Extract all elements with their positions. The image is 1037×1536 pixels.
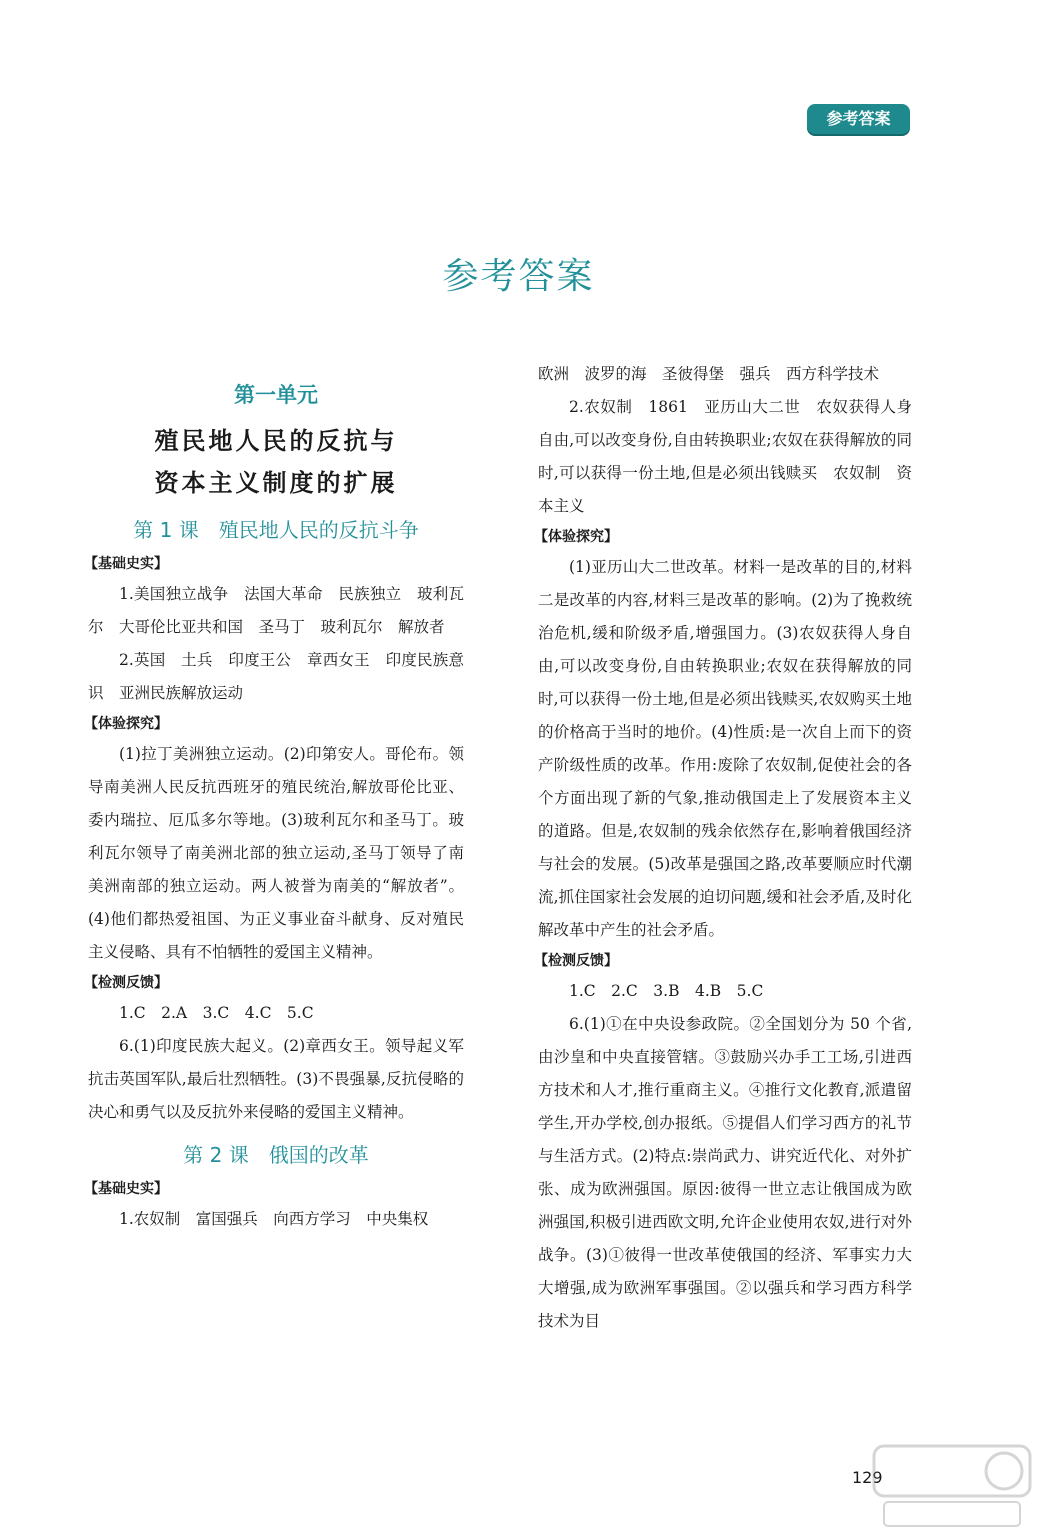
lesson2-basic-2: 2.农奴制 1861 亚历山大二世 农奴获得人身自由,可以改变身份,自由转换职业;农奴在获得解放的同时,可以获得一份土地,但是必须出钱赎买 农奴制 资本主义 [538, 398, 912, 515]
lesson1-basic-1: 1.美国独立战争 法国大革命 民族独立 玻利瓦尔 大哥伦比亚共和国 圣马丁 玻利瓦尔 解放者 [88, 585, 464, 636]
lesson1-explore-text: (1)拉丁美洲独立运动。(2)印第安人。哥伦布。领导南美洲人民反抗西班牙的殖民统治,解放哥伦比亚、委内瑞拉、厄瓜多尔等地。(3)玻利瓦尔和圣马丁。玻利瓦尔领导了南美洲北部的独立运动,圣马丁领导了南美洲南部的独立运动。两人被誉为南美的“解放者”。(4)他们都热爱祖国、为正义事业奋斗献身、反对殖民主义侵略、具有不怕牺牲的爱国主义精神。 [88, 745, 464, 961]
lesson2-title: 第 2 课 俄国的改革 [183, 1143, 369, 1167]
unit-title-line2: 资本主义制度的扩展 [154, 468, 398, 497]
unit-title-line1: 殖民地人民的反抗与 [154, 426, 398, 455]
lesson2-feedback-6: 6.(1)①在中央设参政院。②全国划分为 50 个省,由沙皇和中央直接管辖。③鼓励兴办手工工场,引进西方技术和人才,推行重商主义。④推行文化教育,派遣留学生,开办学校,创办报纸。⑤提倡人们学习西方的礼节与生活方式。(2)特点:崇尚武力、讲究近代化、对外扩张、成为欧洲强国。原因:彼得一世立志让俄国成为欧洲强国,积极引进西欧文明,允许企业使用农奴,进行对外战争。(3)①彼得一世改革使俄国的经济、军事实力大大增强,成为欧洲军事强国。②以强兵和学习西方科学技术为目 [538, 1015, 912, 1330]
watermark-logo [872, 1440, 1032, 1532]
lesson1-feedback-label: 【检测反馈】 [84, 975, 168, 991]
lesson1-explore-label: 【体验探究】 [84, 716, 168, 732]
unit-name: 第一单元 [234, 382, 318, 407]
right-column [534, 358, 912, 1338]
left-column [84, 380, 464, 1236]
lesson1-basic-label: 【基础史实】 [84, 556, 168, 572]
lesson2-basic-1: 1.农奴制 富国强兵 向西方学习 中央集权 [119, 1210, 429, 1228]
header-badge: 参考答案 [807, 104, 910, 134]
page-number: 129 [852, 1468, 883, 1487]
lesson2-explore-label: 【体验探究】 [534, 529, 618, 545]
lesson2-basic-label: 【基础史实】 [84, 1181, 168, 1197]
lesson2-explore-text: (1)亚历山大二世改革。材料一是改革的目的,材料二是改革的内容,材料三是改革的影响。(2)为了挽救统治危机,缓和阶级矛盾,增强国力。(3)农奴获得人身自由,可以改变身份,自由转换职业;农奴在获得解放的同时,可以获得一份土地,但是必须出钱赎买,农奴购买土地的价格高于当时的地价。(4)性质:是一次自上而下的资产阶级性质的改革。作用:废除了农奴制,促使社会的各个方面出现了新的气象,推动俄国走上了发展资本主义的道路。但是,农奴制的残余依然存在,影响着俄国经济与社会的发展。(5)改革是强国之路,改革要顺应时代潮流,抓住国家社会发展的迫切问题,缓和社会矛盾,及时化解改革中产生的社会矛盾。 [538, 558, 912, 939]
lesson1-basic-2: 2.英国 土兵 印度王公 章西女王 印度民族意识 亚洲民族解放运动 [88, 651, 464, 702]
lesson1-feedback-6: 6.(1)印度民族大起义。(2)章西女王。领导起义军抗击英国军队,最后壮烈牺牲。(3)不畏强暴,反抗侵略的决心和勇气以及反抗外来侵略的爱国主义精神。 [88, 1037, 464, 1121]
lesson2-basic-1-cont: 欧洲 波罗的海 圣彼得堡 强兵 西方科学技术 [538, 365, 880, 383]
lesson2-feedback-choice: 1.C 2.C 3.B 4.B 5.C [569, 982, 764, 1000]
lesson2-feedback-label: 【检测反馈】 [534, 953, 618, 969]
lesson1-feedback-choice: 1.C 2.A 3.C 4.C 5.C [119, 1004, 314, 1022]
page-title: 参考答案 [442, 256, 595, 297]
lesson1-title: 第 1 课 殖民地人民的反抗斗争 [133, 518, 419, 542]
